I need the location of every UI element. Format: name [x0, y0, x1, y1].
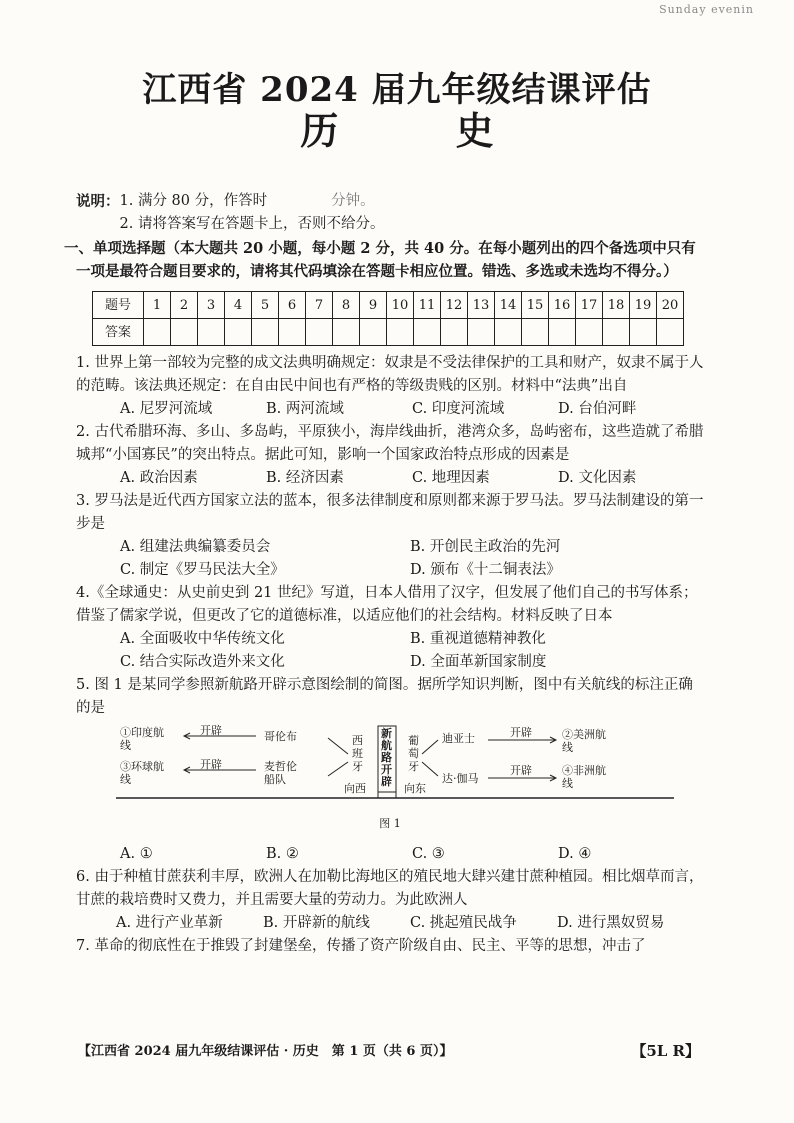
- answer-cell[interactable]: [306, 319, 333, 346]
- answer-table: [92, 291, 684, 346]
- section-heading: 一、单项选择题（本大题共 20 小题，每小题 2 分，共 40 分。在每小题列出的四个备选项中只有一项是最符合题目要求的，请将其代码填涂在答题卡相应位置。错选、多选或未选均不得分。）: [64, 240, 696, 280]
- portugal-label: 葡萄牙: [408, 734, 419, 773]
- option-b: B. 开创民主政治的先河: [410, 539, 561, 555]
- question-text: 7. 革命的彻底性在于推毁了封建堡垒，传播了资产阶级自由、民主、平等的思想，冲击了: [76, 938, 646, 954]
- question-number: 4: [225, 292, 252, 319]
- answer-cell[interactable]: [225, 319, 252, 346]
- question-number: 11: [414, 292, 441, 319]
- subject-title: 历 史: [300, 108, 546, 153]
- answer-cell[interactable]: [198, 319, 225, 346]
- footer-code: 【5L R】: [631, 1042, 700, 1060]
- east-label: 向东: [404, 782, 426, 795]
- page-footer: [78, 1040, 700, 1061]
- answer-cell[interactable]: [549, 319, 576, 346]
- explorer-dagama: 达·伽马: [442, 772, 479, 785]
- option-d: D. 文化因素: [558, 470, 637, 486]
- row-label-number: 题号: [93, 292, 144, 319]
- center-label: 新航路开辟: [381, 727, 392, 788]
- option-d: D. 台伯河畔: [558, 401, 637, 417]
- question-number: 6: [279, 292, 306, 319]
- question-text: 5. 图 1 是某同学参照新航路开辟示意图绘制的简图。据所学知识判断，图中有关航线的标注正确的是: [76, 677, 693, 716]
- option-b: B. ②: [266, 846, 299, 862]
- instruction-1-tail: 分钟。: [331, 193, 375, 209]
- route-3-label: ③环球航线: [120, 760, 164, 786]
- answer-cell[interactable]: [387, 319, 414, 346]
- spain-label: 西班牙: [352, 734, 363, 773]
- instructions: [76, 190, 704, 236]
- question-text: 2. 古代希腊环海、多山、多岛屿，平原狭小，海岸线曲折，港湾众多，岛屿密布，这些造就了希腊城邦“小国寡民”的突出特点。据此可知，影响一个国家政治特点形成的因素是: [76, 424, 704, 463]
- open-label: 开辟: [200, 758, 222, 771]
- option-d: D. ④: [558, 846, 592, 862]
- question-2: [76, 421, 704, 490]
- question-6: [76, 866, 704, 935]
- instructions-label: 说明：: [76, 193, 120, 210]
- option-a: A. 进行产业革新: [116, 915, 223, 931]
- option-c: C. 挑起殖民战争: [410, 915, 517, 931]
- explorer-columbus: 哥伦布: [264, 730, 297, 743]
- question-number: 15: [522, 292, 549, 319]
- question-number: 8: [333, 292, 360, 319]
- answer-cell[interactable]: [657, 319, 684, 346]
- answer-table-answer-row: [93, 319, 684, 346]
- option-a: A. 政治因素: [120, 470, 198, 486]
- question-number: 18: [603, 292, 630, 319]
- option-b: B. 经济因素: [266, 470, 344, 486]
- question-text: 3. 罗马法是近代西方国家立法的蓝本，很多法律制度和原则都来源于罗马法。罗马法制建设的第一步是: [76, 493, 704, 532]
- answer-cell[interactable]: [468, 319, 495, 346]
- answer-cell[interactable]: [630, 319, 657, 346]
- answer-cell[interactable]: [333, 319, 360, 346]
- open-label: 开辟: [200, 724, 222, 737]
- open-label: 开辟: [510, 764, 532, 777]
- question-number: 16: [549, 292, 576, 319]
- row-label-answer: 答案: [93, 319, 144, 346]
- question-number: 2: [171, 292, 198, 319]
- route-4-label: ④非洲航线: [562, 764, 606, 790]
- answer-cell[interactable]: [414, 319, 441, 346]
- option-a: A. 全面吸收中华传统文化: [120, 631, 285, 647]
- answer-cell[interactable]: [522, 319, 549, 346]
- question-text: 6. 由于种植甘蔗获利丰厚，欧洲人在加勒比海地区的殖民地大肆兴建甘蔗种植园。相比烟草而言，甘蔗的栽培费时又费力，并且需要大量的劳动力。为此欧洲人: [76, 869, 704, 908]
- answer-cell[interactable]: [279, 319, 306, 346]
- open-label: 开辟: [510, 726, 532, 739]
- question-number: 17: [576, 292, 603, 319]
- page-title: 江西省 2024 届九年级结课评估: [142, 70, 652, 110]
- option-c: C. 地理因素: [412, 470, 490, 486]
- option-c: C. 制定《罗马民法大全》: [120, 562, 285, 578]
- question-7: [76, 935, 704, 958]
- explorer-dias: 迪亚士: [442, 732, 475, 745]
- answer-cell[interactable]: [576, 319, 603, 346]
- question-number: 1: [144, 292, 171, 319]
- question-number: 3: [198, 292, 225, 319]
- question-3: [76, 490, 704, 582]
- answer-cell[interactable]: [441, 319, 468, 346]
- answer-cell[interactable]: [171, 319, 198, 346]
- question-text: 4.《全球通史：从史前史到 21 世纪》写道，日本人借用了汉字，但发展了他们自己的书写体系；借鉴了儒家学说，但更改了它的道德标准，以适应他们的社会结构。材料反映了日本: [76, 585, 698, 624]
- answer-cell[interactable]: [495, 319, 522, 346]
- question-number: 10: [387, 292, 414, 319]
- answer-cell[interactable]: [360, 319, 387, 346]
- question-number: 19: [630, 292, 657, 319]
- answer-cell[interactable]: [252, 319, 279, 346]
- option-b: B. 开辟新的航线: [263, 915, 370, 931]
- answer-table-number-row: [93, 292, 684, 319]
- figure-1-caption: 图 1: [379, 817, 401, 830]
- question-number: 14: [495, 292, 522, 319]
- option-a: A. 组建法典编纂委员会: [120, 539, 271, 555]
- option-d: D. 颁布《十二铜表法》: [410, 562, 561, 578]
- footer-info: 【江西省 2024 届九年级结课评估 · 历史 第 1 页（共 6 页）】: [78, 1044, 453, 1059]
- figure-1-diagram: [116, 724, 676, 812]
- west-label: 向西: [344, 782, 366, 795]
- option-a: A. ①: [120, 846, 153, 862]
- question-number: 13: [468, 292, 495, 319]
- question-text: 1. 世界上第一部较为完整的成文法典明确规定：奴隶是不受法律保护的工具和财产，奴隶不属于人的范畴。该法典还规定：在自由民中间也有严格的等级贵贱的区别。材料中“法典”出自: [76, 355, 704, 394]
- answer-cell[interactable]: [603, 319, 630, 346]
- route-1-label: ①印度航线: [120, 726, 164, 752]
- instruction-1: 1. 满分 80 分，作答时: [119, 193, 268, 209]
- option-b: B. 重视道德精神教化: [410, 631, 546, 647]
- question-number: 7: [306, 292, 333, 319]
- option-c: C. ③: [412, 846, 445, 862]
- instruction-2: 2. 请将答案写在答题卡上，否则不给分。: [119, 216, 385, 232]
- corner-handwriting: Sunday evenin: [659, 3, 754, 16]
- option-d: D. 进行黑奴贸易: [557, 915, 665, 931]
- question-number: 5: [252, 292, 279, 319]
- exam-content: [64, 190, 704, 958]
- option-d: D. 全面革新国家制度: [410, 654, 547, 670]
- question-number: 20: [657, 292, 684, 319]
- explorer-magellan: 麦哲伦船队: [264, 760, 297, 786]
- option-c: C. 印度河流域: [412, 401, 505, 417]
- question-1: [76, 352, 704, 421]
- option-b: B. 两河流域: [266, 401, 344, 417]
- option-a: A. 尼罗河流域: [120, 401, 213, 417]
- route-2-label: ②美洲航线: [562, 728, 606, 754]
- answer-cell[interactable]: [144, 319, 171, 346]
- question-number: 12: [441, 292, 468, 319]
- question-5: [76, 674, 704, 866]
- option-c: C. 结合实际改造外来文化: [120, 654, 285, 670]
- question-4: [76, 582, 704, 674]
- question-number: 9: [360, 292, 387, 319]
